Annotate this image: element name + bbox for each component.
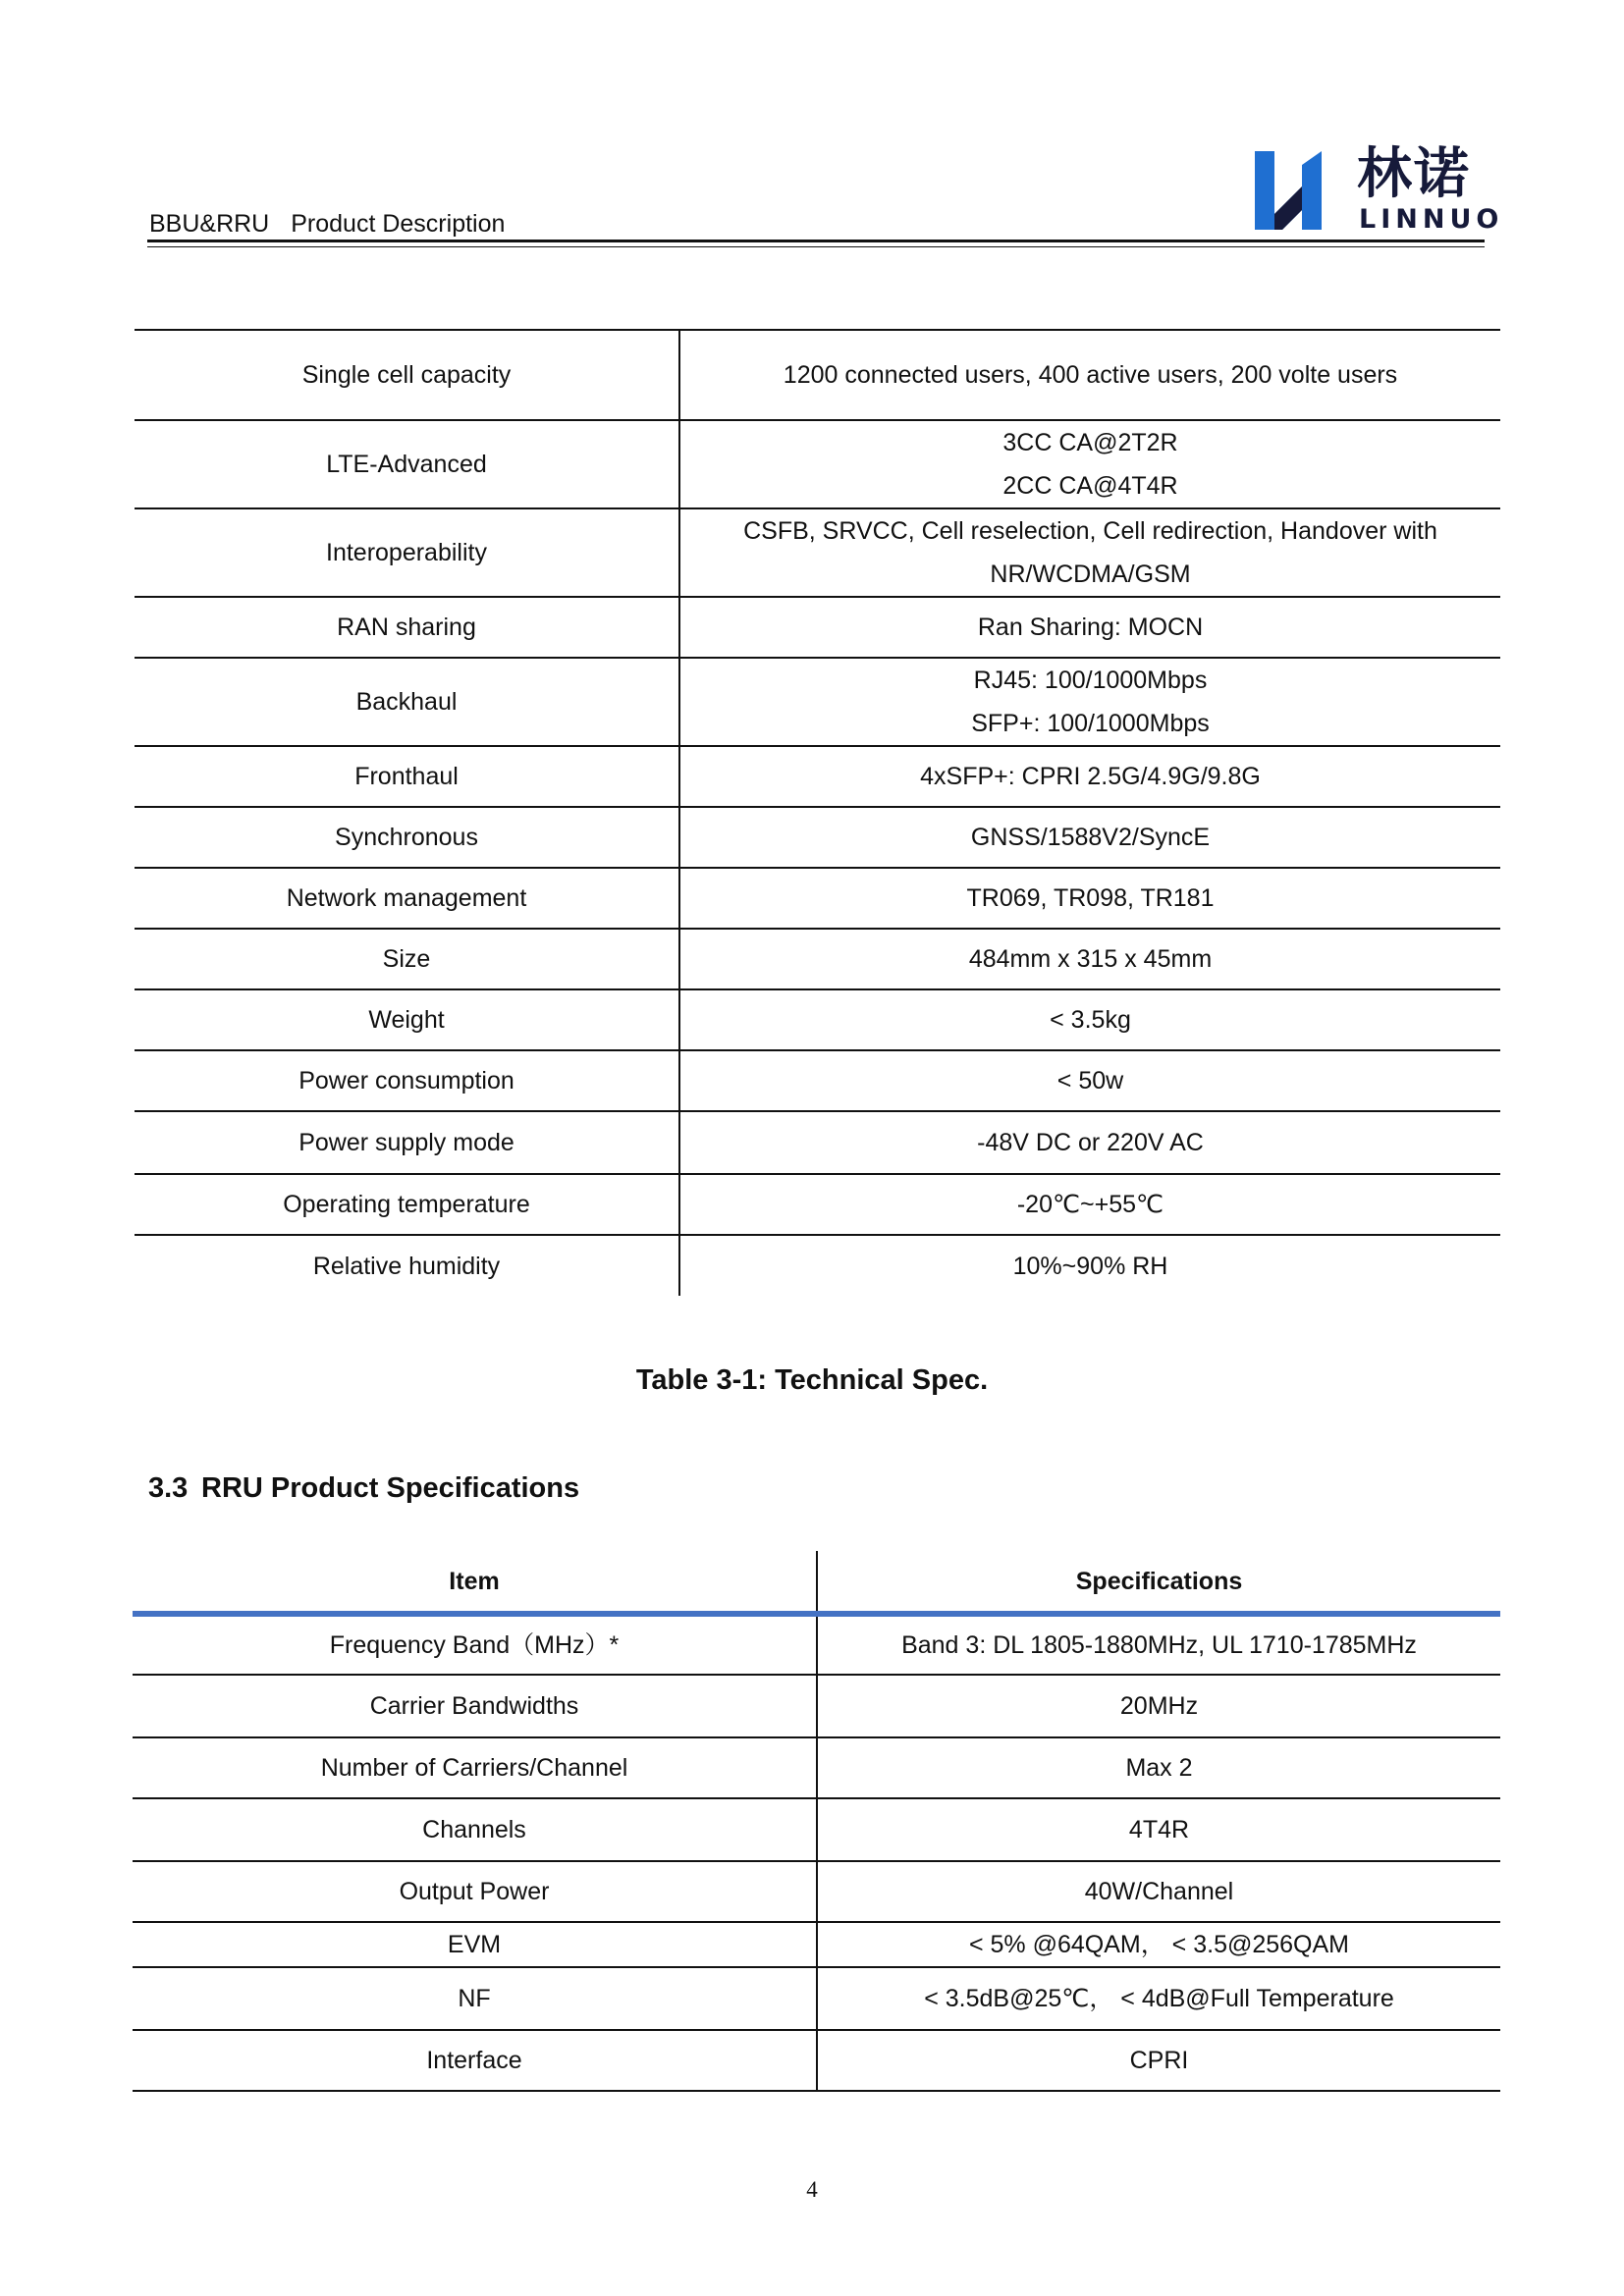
section-number: 3.3 — [148, 1472, 189, 1504]
spec-value-line: TR069, TR098, TR181 — [966, 884, 1215, 912]
spec-value-line: 2CC CA@4T4R — [1002, 472, 1178, 500]
rru-spec-row — [133, 1922, 1500, 1967]
logo-mark-icon — [1249, 145, 1339, 236]
column-header-item: Item — [133, 1551, 817, 1614]
company-logo — [1249, 142, 1504, 236]
spec-value-line: NR/WCDMA/GSM — [990, 561, 1191, 588]
section-heading — [148, 1472, 579, 1505]
rru-spec-value: 40W/Channel — [817, 1861, 1500, 1922]
spec-row — [135, 807, 1500, 868]
spec-row — [135, 508, 1500, 597]
rru-spec-value: CPRI — [817, 2030, 1500, 2091]
spec-value-line: 10%~90% RH — [1012, 1252, 1168, 1280]
rru-spec-row — [133, 1967, 1500, 2030]
spec-row — [135, 868, 1500, 929]
spec-key: Fronthaul — [135, 746, 679, 807]
header-rule-thin — [147, 246, 1485, 247]
spec-key: Weight — [135, 989, 679, 1050]
spec-row — [135, 746, 1500, 807]
header-doc-type: Product Description — [291, 210, 506, 238]
spec-value-line: SFP+: 100/1000Mbps — [971, 710, 1210, 737]
spec-value — [679, 658, 1500, 746]
spec-key: Power supply mode — [135, 1111, 679, 1174]
spec-row — [135, 420, 1500, 508]
spec-value — [679, 868, 1500, 929]
spec-row — [135, 1050, 1500, 1111]
spec-value-line: < 3.5kg — [1050, 1006, 1131, 1034]
spec-value — [679, 989, 1500, 1050]
section-title-text: RRU Product Specifications — [201, 1472, 580, 1504]
spec-row — [135, 658, 1500, 746]
logo-chinese-name: 林诺 — [1357, 142, 1471, 206]
header-doc-name: BBU&RRU — [149, 210, 270, 238]
spec-row — [135, 929, 1500, 989]
spec-key: Single cell capacity — [135, 330, 679, 420]
rru-spec-value: 20MHz — [817, 1675, 1500, 1737]
spec-value — [679, 597, 1500, 658]
spec-value — [679, 508, 1500, 597]
logo-english-name: LINNUO — [1359, 204, 1504, 235]
spec-value-line: Ran Sharing: MOCN — [977, 614, 1204, 641]
spec-value-line: GNSS/1588V2/SyncE — [970, 824, 1211, 851]
spec-value-line: CSFB, SRVCC, Cell reselection, Cell redirection, Handover with — [743, 517, 1437, 545]
spec-value-line: RJ45: 100/1000Mbps — [973, 667, 1208, 694]
rru-spec-key: Channels — [133, 1798, 817, 1861]
spec-value-line: < 50w — [1056, 1067, 1124, 1095]
spec-key: LTE-Advanced — [135, 420, 679, 508]
spec-key: Backhaul — [135, 658, 679, 746]
spec-value — [679, 1050, 1500, 1111]
rru-spec-row — [133, 1675, 1500, 1737]
spec-value-line: 3CC CA@2T2R — [1002, 429, 1178, 456]
column-header-specifications: Specifications — [817, 1551, 1500, 1614]
rru-spec-value: < 3.5dB@25℃， < 4dB@Full Temperature — [817, 1967, 1500, 2030]
spec-value — [679, 420, 1500, 508]
rru-spec-row — [133, 1861, 1500, 1922]
rru-spec-row — [133, 1798, 1500, 1861]
header-title — [149, 210, 505, 239]
rru-spec-table — [133, 1551, 1500, 2092]
spec-value-line: -48V DC or 220V AC — [977, 1129, 1204, 1156]
spec-value-line: 1200 connected users, 400 active users, 200 volte users — [783, 361, 1398, 389]
rru-spec-value: 4T4R — [817, 1798, 1500, 1861]
spec-value — [679, 1235, 1500, 1296]
spec-value-line: -20℃~+55℃ — [1016, 1191, 1164, 1218]
header-rule-thick — [147, 240, 1485, 242]
rru-spec-row — [133, 2030, 1500, 2091]
spec-key: RAN sharing — [135, 597, 679, 658]
spec-row — [135, 330, 1500, 420]
page-header — [147, 137, 1504, 250]
spec-key: Interoperability — [135, 508, 679, 597]
table-caption: Table 3-1: Technical Spec. — [635, 1364, 989, 1396]
spec-row — [135, 597, 1500, 658]
rru-spec-value: Band 3: DL 1805-1880MHz, UL 1710-1785MHz — [817, 1614, 1500, 1675]
rru-spec-key: Carrier Bandwidths — [133, 1675, 817, 1737]
spec-key: Network management — [135, 868, 679, 929]
rru-spec-value: Max 2 — [817, 1737, 1500, 1798]
spec-value-line: 4xSFP+: CPRI 2.5G/4.9G/9.8G — [920, 763, 1261, 790]
spec-key: Synchronous — [135, 807, 679, 868]
spec-value — [679, 330, 1500, 420]
spec-value — [679, 1174, 1500, 1235]
spec-key: Operating temperature — [135, 1174, 679, 1235]
spec-value-line: 484mm x 315 x 45mm — [968, 945, 1213, 973]
spec-key: Size — [135, 929, 679, 989]
page-number: 4 — [806, 2177, 818, 2202]
rru-spec-value: < 5% @64QAM， < 3.5@256QAM — [817, 1922, 1500, 1967]
spec-value — [679, 807, 1500, 868]
spec-value — [679, 1111, 1500, 1174]
spec-value — [679, 746, 1500, 807]
spec-key: Power consumption — [135, 1050, 679, 1111]
rru-spec-key: Interface — [133, 2030, 817, 2091]
rru-spec-header-row — [133, 1551, 1500, 1614]
rru-spec-row — [133, 1614, 1500, 1675]
spec-row — [135, 1174, 1500, 1235]
spec-row — [135, 989, 1500, 1050]
rru-spec-key: Number of Carriers/Channel — [133, 1737, 817, 1798]
rru-spec-row — [133, 1737, 1500, 1798]
spec-row — [135, 1235, 1500, 1296]
rru-spec-key: Frequency Band（MHz）* — [133, 1614, 817, 1675]
rru-spec-key: NF — [133, 1967, 817, 2030]
spec-value — [679, 929, 1500, 989]
rru-spec-key: EVM — [133, 1922, 817, 1967]
spec-row — [135, 1111, 1500, 1174]
spec-key: Relative humidity — [135, 1235, 679, 1296]
rru-spec-key: Output Power — [133, 1861, 817, 1922]
technical-spec-table — [135, 329, 1500, 1296]
